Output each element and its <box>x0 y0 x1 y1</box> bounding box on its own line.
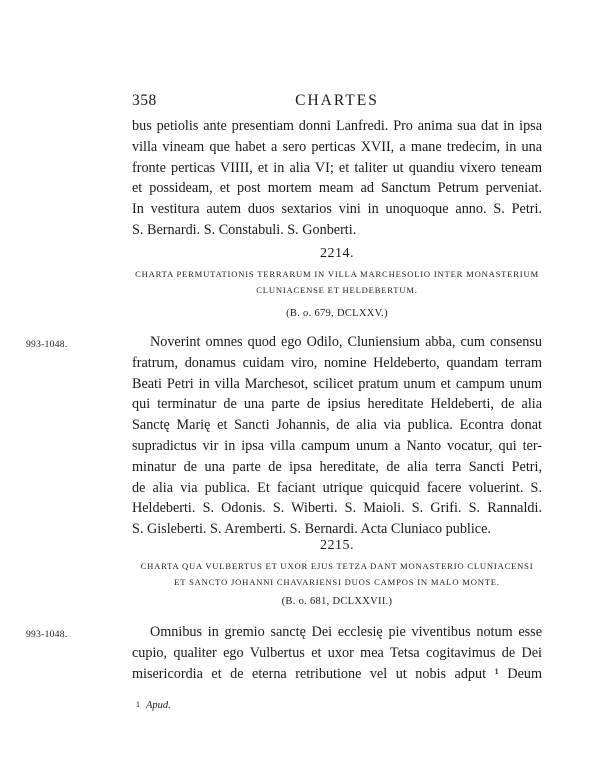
text-line: supradictus vir in ipsa villa campum unum a Nanto vocatur, qui ter- <box>132 437 542 454</box>
charter-text <box>132 622 542 684</box>
charter-source: (B. o. 681, DCLXXVII.) <box>281 596 393 607</box>
charter-title <box>132 558 542 590</box>
text-line: fratrum, donamus cuidam viro, nomine Heldeberto, quandam terram <box>132 354 542 371</box>
charter-number: 2215. <box>320 538 354 553</box>
charter-title-line: CHARTA QUA VULBERTUS ET UXOR EJUS TETZA DANT MONASTERIO CLUNIACENSI <box>140 561 534 571</box>
charter-text <box>132 332 542 540</box>
text-line: Sanctę Marię et Sancti Johannis, de alia via publica. Econtra donat <box>132 417 542 434</box>
text-line: qui terminatur de una parte de ipsius hereditate Heldeberti, de alia <box>132 396 542 413</box>
text-line: villa vineam que habet a sero perticas XVII, a mane tredecim, in una <box>132 138 542 155</box>
text-line: fronte perticas VIIII, et in alia VI; et taliter ut quandiu vixero teneam <box>132 159 542 176</box>
footnote <box>136 700 171 711</box>
text-line: misericordia et de eterna retributione vel ut nobis adput ¹ Deum <box>132 665 542 682</box>
charter-title-line: ET SANCTO JOHANNI CHAVARIENSI DUOS CAMPOS IN MALO MONTE. <box>174 577 500 587</box>
page-number: 358 <box>132 92 157 109</box>
charter-title <box>132 266 542 298</box>
charter-number: 2214. <box>320 246 354 261</box>
margin-date: 993-1048. <box>26 340 68 350</box>
text-line: de alia via publica. Et faciant utrique quicquid facere voluerint. S. <box>132 479 542 496</box>
text-line: Omnibus in gremio sanctę Dei ecclesię pie viventibus notum esse <box>150 624 542 640</box>
charter-title-line: CLUNIACENSE ET HELDEBERTUM. <box>256 285 418 295</box>
text-line: S. Gisleberti. S. Aremberti. S. Bernardi. Acta Cluniaco publice. <box>132 521 491 538</box>
text-line: Beati Petri in villa Marchesot, scilicet pratum unum et campum unum <box>132 375 542 392</box>
charter-title-line: CHARTA PERMUTATIONIS TERRARUM IN VILLA MARCHESOLIO INTER MONASTERIUM <box>135 269 539 279</box>
text-line: Heldeberti. S. Odonis. S. Wiberti. S. Maioli. S. Grifi. S. Rannaldi. <box>132 500 542 517</box>
text-line: In vestitura autem duos sextarios vini in unoquoque anno. S. Petri. <box>132 201 542 218</box>
text-line: cupio, qualiter ego Vulbertus et uxor mea Tetsa cogitavimus de Dei <box>132 644 542 661</box>
footnote-text: Apud. <box>146 700 171 711</box>
text-line: Noverint omnes quod ego Odilo, Cluniensium abba, cum consensu <box>150 334 542 350</box>
text-line: bus petiolis ante presentiam donni Lanfredi. Pro anima sua dat in ipsa <box>132 118 542 134</box>
running-title: CHARTES <box>295 92 379 109</box>
footnote-marker: 1 <box>136 700 140 709</box>
margin-date: 993-1048. <box>26 630 68 640</box>
continuation-paragraph <box>132 116 542 241</box>
text-line: et possideam, et post mortem meam ad Sanctum Petrum perveniat. <box>132 180 542 197</box>
text-line: minatur de una parte de ipsa hereditate, de alia terra Sancti Petri, <box>132 458 542 475</box>
running-header <box>132 92 542 112</box>
charter-source: (B. o. 679, DCLXXV.) <box>286 308 388 319</box>
text-line: S. Bernardi. S. Constabuli. S. Gonberti. <box>132 221 357 238</box>
